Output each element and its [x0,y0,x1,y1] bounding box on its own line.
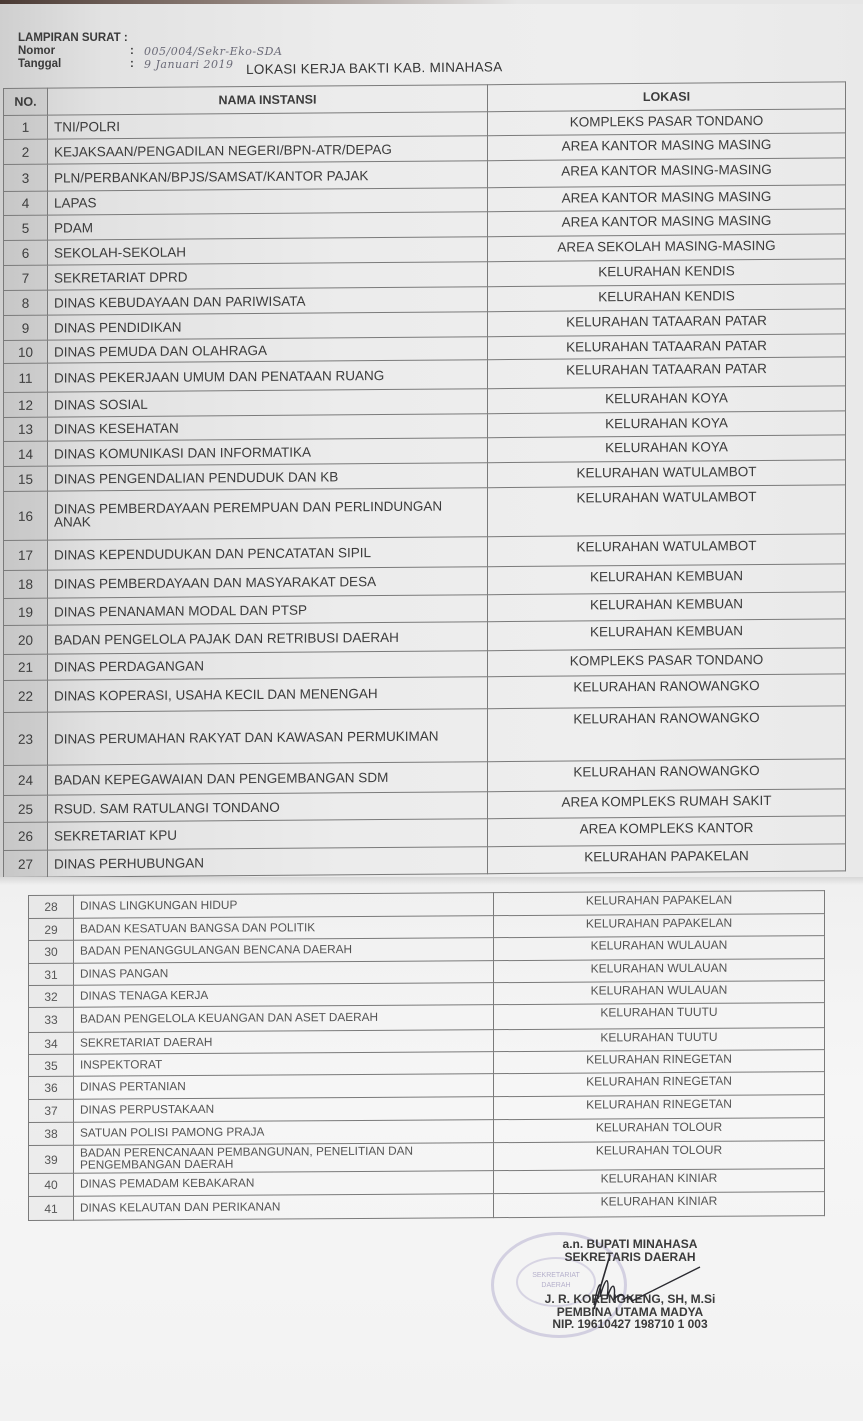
agency-name: DINAS KELAUTAN DAN PERIKANAN [74,1194,494,1221]
work-location: AREA KOMPLEKS KANTOR [488,816,846,847]
work-location: KELURAHAN PAPAKELAN [488,844,846,874]
work-location: KELURAHAN KENDIS [488,259,846,287]
row-number: 33 [29,1007,74,1032]
row-number: 17 [4,540,48,570]
work-location: KELURAHAN RANOWANGKO [488,674,846,709]
work-location: KELURAHAN TUUTU [494,1028,825,1052]
agency-name: DINAS PEMBERDAYAAN DAN MASYARAKAT DESA [48,567,488,598]
work-location: AREA KANTOR MASING MASING [488,209,846,237]
work-location: KELURAHAN RANOWANGKO [488,759,846,792]
agency-name: DINAS PANGAN [74,961,494,986]
table-row [4,844,846,877]
agency-name: DINAS TENAGA KERJA [74,983,494,1008]
agency-name: DINAS SOSIAL [48,389,488,417]
row-number: 2 [4,139,48,164]
agency-name: DINAS PENANAMAN MODAL DAN PTSP [48,595,488,625]
row-number: 12 [4,392,48,417]
row-number: 8 [4,290,48,315]
letter-attachment-header [18,32,282,71]
row-number: 39 [29,1145,74,1173]
row-number: 6 [4,240,48,265]
row-number: 26 [4,822,48,850]
work-location: KELURAHAN RINEGETAN [494,1072,825,1097]
signatory-name: J. R. KORENGKENG, SH, M.Si [544,1292,716,1306]
work-location: KELURAHAN KENDIS [488,284,846,312]
table-body-part-2 [29,891,825,1221]
work-location: KELURAHAN KEMBUAN [488,592,846,622]
agency-name: DINAS LINGKUNGAN HIDUP [74,893,494,919]
table-row [29,1192,825,1221]
row-number: 35 [29,1054,74,1076]
agency-name: DINAS PERPUSTAKAAN [74,1097,494,1123]
agency-name: RSUD. SAM RATULANGI TONDANO [48,792,488,822]
work-location: KELURAHAN TATAARAN PATAR [488,357,846,389]
work-location: KELURAHAN RINEGETAN [494,1050,825,1074]
signatory-rank: PEMBINA UTAMA MADYA [556,1304,704,1319]
work-location: KELURAHAN RINEGETAN [494,1095,825,1120]
location-table-part-2 [28,890,825,1221]
agency-name: DINAS PENGENDALIAN PENDUDUK DAN KB [48,463,488,491]
row-number: 4 [4,191,48,215]
column-header-no: NO. [4,88,48,115]
agency-name: SEKOLAH-SEKOLAH [48,237,488,265]
date-label: Tanggal [18,58,62,70]
row-number: 16 [4,491,48,540]
number-value-handwritten: 005/004/Sekr-Eko-SDA [144,45,283,58]
work-location: KOMPLEKS PASAR TONDANO [488,648,846,677]
row-number: 9 [4,315,48,340]
location-table-part-1 [3,81,846,877]
agency-name: DINAS PERHUBUNGAN [48,847,488,877]
work-location: AREA KANTOR MASING MASING [488,185,846,212]
row-number: 10 [4,340,48,363]
row-number: 40 [29,1173,74,1196]
agency-name: PDAM [48,212,488,240]
column-header-location: LOKASI [488,82,846,112]
agency-name: DINAS PENDIDIKAN [48,312,488,340]
row-number: 29 [29,918,74,940]
agency-name: BADAN PENGELOLA KEUANGAN DAN ASET DAERAH [74,1005,494,1033]
work-location: KELURAHAN PAPAKELAN [494,914,825,938]
row-number: 13 [4,417,48,441]
date-colon: : [130,58,134,70]
agency-name: SATUAN POLISI PAMONG PRAJA [74,1120,494,1146]
table-row [4,485,846,541]
work-location: KELURAHAN KEMBUAN [488,619,846,651]
agency-name: DINAS PEMUDA DAN OLAHRAGA [48,337,488,363]
work-location: KELURAHAN RANOWANGKO [488,706,846,762]
work-location: KELURAHAN TOLOUR [494,1118,825,1143]
number-label: Nomor [18,45,56,57]
work-location: KELURAHAN WULAUAN [494,936,825,961]
agency-name: DINAS KOPERASI, USAHA KECIL DAN MENENGAH [48,677,488,712]
work-location: KELURAHAN KOYA [488,435,846,463]
work-location: KOMPLEKS PASAR TONDANO [488,109,846,136]
row-number: 1 [4,115,48,139]
row-number: 27 [4,850,48,877]
row-number: 28 [29,895,74,918]
agency-name: BADAN KEPEGAWAIAN DAN PENGEMBANGAN SDM [48,762,488,795]
agency-name: BADAN PENANGGULANGAN BENCANA DAERAH [74,938,494,964]
work-location: KELURAHAN WATULAMBOT [488,460,846,488]
table-row [4,706,846,766]
row-number: 19 [4,598,48,625]
work-location: KELURAHAN WATULAMBOT [488,534,846,567]
row-number: 34 [29,1032,74,1054]
work-location: KELURAHAN WATULAMBOT [488,485,846,537]
row-number: 18 [4,570,48,598]
row-number: 14 [4,441,48,466]
row-number: 41 [29,1196,74,1220]
work-location: KELURAHAN KINIAR [494,1192,825,1218]
row-number: 22 [4,680,48,712]
row-number: 3 [4,164,48,191]
work-location: KELURAHAN PAPAKELAN [494,891,825,916]
agency-name: KEJAKSAAN/PENGADILAN NEGERI/BPN-ATR/DEPAG [48,136,488,164]
stamp-inner-ring: SEKRETARIAT DAERAH [516,1257,596,1307]
row-number: 25 [4,795,48,822]
agency-name: DINAS KEBUDAYAAN DAN PARIWISATA [48,287,488,315]
row-number: 7 [4,265,48,290]
work-location: KELURAHAN TATAARAN PATAR [488,334,846,360]
agency-name: DINAS PERTANIAN [74,1074,494,1100]
row-number: 11 [4,363,48,392]
agency-name: DINAS PEMADAM KEBAKARAN [74,1171,494,1197]
row-number: 32 [29,985,74,1007]
row-number: 30 [29,940,74,963]
agency-name: SEKRETARIAT KPU [48,819,488,850]
work-location: KELURAHAN KOYA [488,411,846,438]
work-location: AREA SEKOLAH MASING-MASING [488,234,846,262]
agency-name: LAPAS [48,188,488,215]
work-location: KELURAHAN TUUTU [494,1003,825,1030]
work-location: KELURAHAN WULAUAN [494,981,825,1005]
agency-name: DINAS PERUMAHAN RAKYAT DAN KAWASAN PERMUKIMAN [48,709,488,765]
number-colon: : [130,45,134,57]
signatory-nip: NIP. 19610427 198710 1 003 [552,1317,708,1331]
agency-name: DINAS KEPENDUDUKAN DAN PENCATATAN SIPIL [48,537,488,570]
row-number: 20 [4,625,48,654]
work-location: KELURAHAN WULAUAN [494,959,825,983]
work-location: AREA KANTOR MASING-MASING [488,158,846,188]
row-number: 24 [4,765,48,795]
row-number: 5 [4,215,48,240]
agency-name: INSPEKTORAT [74,1052,494,1077]
column-header-agency: NAMA INSTANSI [48,85,488,115]
agency-name: BADAN KESATUAN BANGSA DAN POLITIK [74,916,494,941]
work-location: KELURAHAN KOYA [488,386,846,414]
agency-name: DINAS PERDAGANGAN [48,651,488,680]
agency-name: TNI/POLRI [48,112,488,139]
work-location: KELURAHAN TOLOUR [494,1141,825,1171]
agency-name: BADAN PERENCANAAN PEMBANGUNAN, PENELITIAN DAN PENGEMBANGAN DAERAH [74,1143,494,1174]
work-location: KELURAHAN KEMBUAN [488,564,846,595]
agency-name: SEKRETARIAT DAERAH [74,1030,494,1055]
agency-name: SEKRETARIAT DPRD [48,262,488,290]
row-number: 21 [4,654,48,680]
agency-name: DINAS KESEHATAN [48,414,488,441]
row-number: 15 [4,466,48,491]
work-location: KELURAHAN KINIAR [494,1169,825,1194]
table-body-part-1 [4,109,846,877]
attachment-label: LAMPIRAN SURAT : [18,32,128,44]
agency-name: PLN/PERBANKAN/BPJS/SAMSAT/KANTOR PAJAK [48,161,488,191]
agency-name: DINAS PEMBERDAYAAN PEREMPUAN DAN PERLINDUNGAN ANAK [48,488,488,540]
row-number: 37 [29,1099,74,1122]
work-location: KELURAHAN TATAARAN PATAR [488,309,846,337]
row-number: 31 [29,963,74,985]
signature-position: SEKRETARIS DAERAH [564,1249,696,1264]
agency-name: DINAS PEKERJAAN UMUM DAN PENATAAN RUANG [48,360,488,392]
work-location: AREA KANTOR MASING MASING [488,133,846,161]
signature-on-behalf: a.n. BUPATI MINAHASA [562,1237,698,1251]
date-value-handwritten: 9 Januari 2019 [144,58,234,71]
row-number: 38 [29,1122,74,1145]
row-number: 23 [4,712,48,765]
document-title: LOKASI KERJA BAKTI KAB. MINAHASA [246,59,503,77]
handwritten-signature-icon [580,1253,710,1313]
agency-name: DINAS KOMUNIKASI DAN INFORMATIKA [48,438,488,466]
work-location: AREA KOMPLEKS RUMAH SAKIT [488,789,846,819]
agency-name: BADAN PENGELOLA PAJAK DAN RETRIBUSI DAERAH [48,622,488,654]
row-number: 36 [29,1076,74,1099]
